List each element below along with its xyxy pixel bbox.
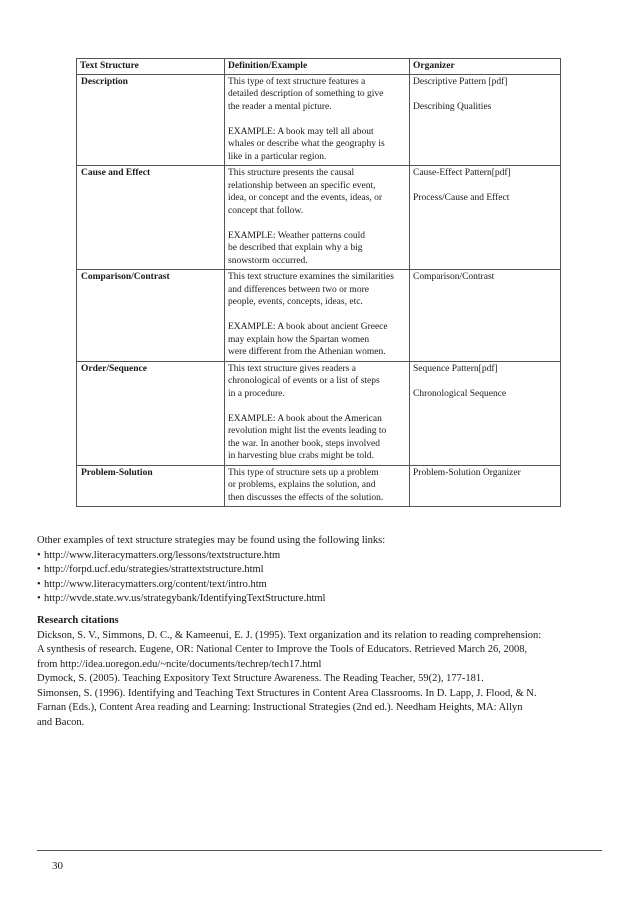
example-line: EXAMPLE: A book about the American: [228, 413, 382, 424]
link-url[interactable]: http://www.literacymatters.org/content/text/intro.htm: [44, 578, 267, 590]
link-list-item: [37, 592, 607, 607]
organizer-line: Problem-Solution Organizer: [413, 467, 521, 478]
table-row: [77, 361, 561, 465]
research-citations-section: [37, 614, 607, 730]
definition-cell: [225, 166, 410, 270]
table-row: [77, 270, 561, 362]
example-line: EXAMPLE: A book about ancient Greece: [228, 322, 388, 332]
organizer-line: Comparison/Contrast: [413, 272, 495, 282]
organizer-cell: [410, 270, 561, 362]
links-section: [37, 534, 607, 607]
example-line: in harvesting blue crabs might be told.: [228, 451, 374, 461]
definition-cell: [225, 361, 410, 465]
example-line: like in a particular region.: [228, 151, 327, 162]
organizer-line: Chronological Sequence: [413, 388, 507, 399]
citation-line: Farnan (Eds.), Content Area reading and Learning: Instructional Strategies (2nd ed.). Needham Heights, MA: Allyn: [37, 702, 523, 713]
research-heading: Research citations: [37, 615, 119, 626]
citation-line: from http://idea.uoregon.edu/~ncite/documents/techrep/tech17.html: [37, 658, 322, 670]
organizer-line: Sequence Pattern[pdf]: [413, 363, 498, 374]
definition-line: detailed description of something to give: [228, 89, 384, 99]
organizer-cell: [410, 166, 561, 270]
citation-line: Simonsen, S. (1996). Identifying and Teaching Text Structures in Content Area Classrooms. In D. Lapp, J. Flood, & N.: [37, 687, 537, 699]
structure-cell: Order/Sequence: [77, 361, 225, 465]
bullet-icon: •: [37, 578, 41, 590]
link-url[interactable]: http://wvde.state.wv.us/strategybank/IdentifyingTextStructure.html: [44, 593, 326, 604]
footer-divider: [37, 850, 602, 851]
structure-cell: Problem-Solution: [77, 465, 225, 507]
definition-line: This text structure gives readers a: [228, 363, 356, 374]
text-structure-table: [76, 58, 561, 507]
organizer-line: Process/Cause and Effect: [413, 193, 510, 203]
definition-cell: [225, 465, 410, 507]
example-line: whales or describe what the geography is: [228, 139, 385, 149]
definition-line: This structure presents the causal: [228, 168, 355, 178]
citation-line: and Bacon.: [37, 716, 85, 728]
citation-line: A synthesis of research. Eugene, OR: National Center to Improve the Tools of Educators. Retrieved March 26, 2008,: [37, 644, 528, 655]
definition-line: chronological of events or a list of steps: [228, 376, 380, 386]
definition-line: in a procedure.: [228, 388, 285, 399]
table-row: [77, 465, 561, 507]
citation-line: Dickson, S. V., Simmons, D. C., & Kameenui, E. J. (1995). Text organization and its relation to reading comprehension:: [37, 629, 542, 641]
citation-line: Dymock, S. (2005). Teaching Expository Text Structure Awareness. The Reading Teacher, 59(2), 177-181.: [37, 673, 484, 684]
definition-line: or problems, explains the solution, and: [228, 480, 376, 490]
organizer-cell: [410, 74, 561, 166]
definition-line: concept that follow.: [228, 205, 304, 216]
example-line: EXAMPLE: Weather patterns could: [228, 230, 366, 241]
structure-cell: Description: [77, 74, 225, 166]
example-line: the war. In another book, steps involved: [228, 438, 380, 449]
definition-line: relationship between an specific event,: [228, 180, 376, 191]
definition-line: This type of text structure features a: [228, 76, 366, 87]
example-line: snowstorm occurred.: [228, 255, 308, 266]
definition-cell: [225, 74, 410, 166]
link-url[interactable]: http://forpd.ucf.edu/strategies/strattextstructure.html: [44, 564, 264, 575]
header-definition-example: Definition/Example: [225, 59, 410, 75]
header-organizer: Organizer: [410, 59, 561, 75]
table-row: [77, 74, 561, 166]
organizer-cell: [410, 465, 561, 507]
definition-line: idea, or concept and the events, ideas, or: [228, 193, 383, 203]
definition-line: then discusses the effects of the solution.: [228, 492, 384, 503]
definition-cell: [225, 270, 410, 362]
example-line: revolution might list the events leading to: [228, 426, 387, 436]
bullet-icon: •: [37, 564, 41, 575]
example-line: be described that explain why a big: [228, 243, 363, 253]
structure-cell: Comparison/Contrast: [77, 270, 225, 362]
definition-line: This type of structure sets up a problem: [228, 467, 379, 478]
page-number: 30: [52, 860, 63, 872]
bullet-icon: •: [37, 549, 41, 561]
structure-cell: Cause and Effect: [77, 166, 225, 270]
organizer-cell: [410, 361, 561, 465]
header-text-structure: Text Structure: [77, 59, 225, 75]
definition-line: the reader a mental picture.: [228, 101, 332, 112]
organizer-line: Cause-Effect Pattern[pdf]: [413, 168, 511, 178]
table-header-row: [77, 59, 561, 75]
organizer-line: Describing Qualities: [413, 101, 492, 112]
link-url[interactable]: http://www.literacymatters.org/lessons/textstructure.htm: [44, 549, 281, 561]
table-row: [77, 166, 561, 270]
example-line: may explain how the Spartan women: [228, 334, 370, 345]
definition-line: This text structure examines the similarities: [228, 272, 394, 282]
link-list-item: [37, 563, 607, 578]
text-structure-table-container: [76, 58, 560, 507]
definition-line: and differences between two or more: [228, 284, 369, 295]
example-line: were different from the Athenian women.: [228, 347, 386, 357]
link-list-item: [37, 549, 607, 564]
links-intro: Other examples of text structure strategies may be found using the following links:: [37, 535, 386, 546]
example-line: EXAMPLE: A book may tell all about: [228, 126, 374, 137]
bullet-icon: •: [37, 593, 41, 604]
organizer-line: Descriptive Pattern [pdf]: [413, 76, 508, 87]
definition-line: people, events, concepts, ideas, etc.: [228, 297, 363, 307]
link-list-item: [37, 578, 607, 593]
